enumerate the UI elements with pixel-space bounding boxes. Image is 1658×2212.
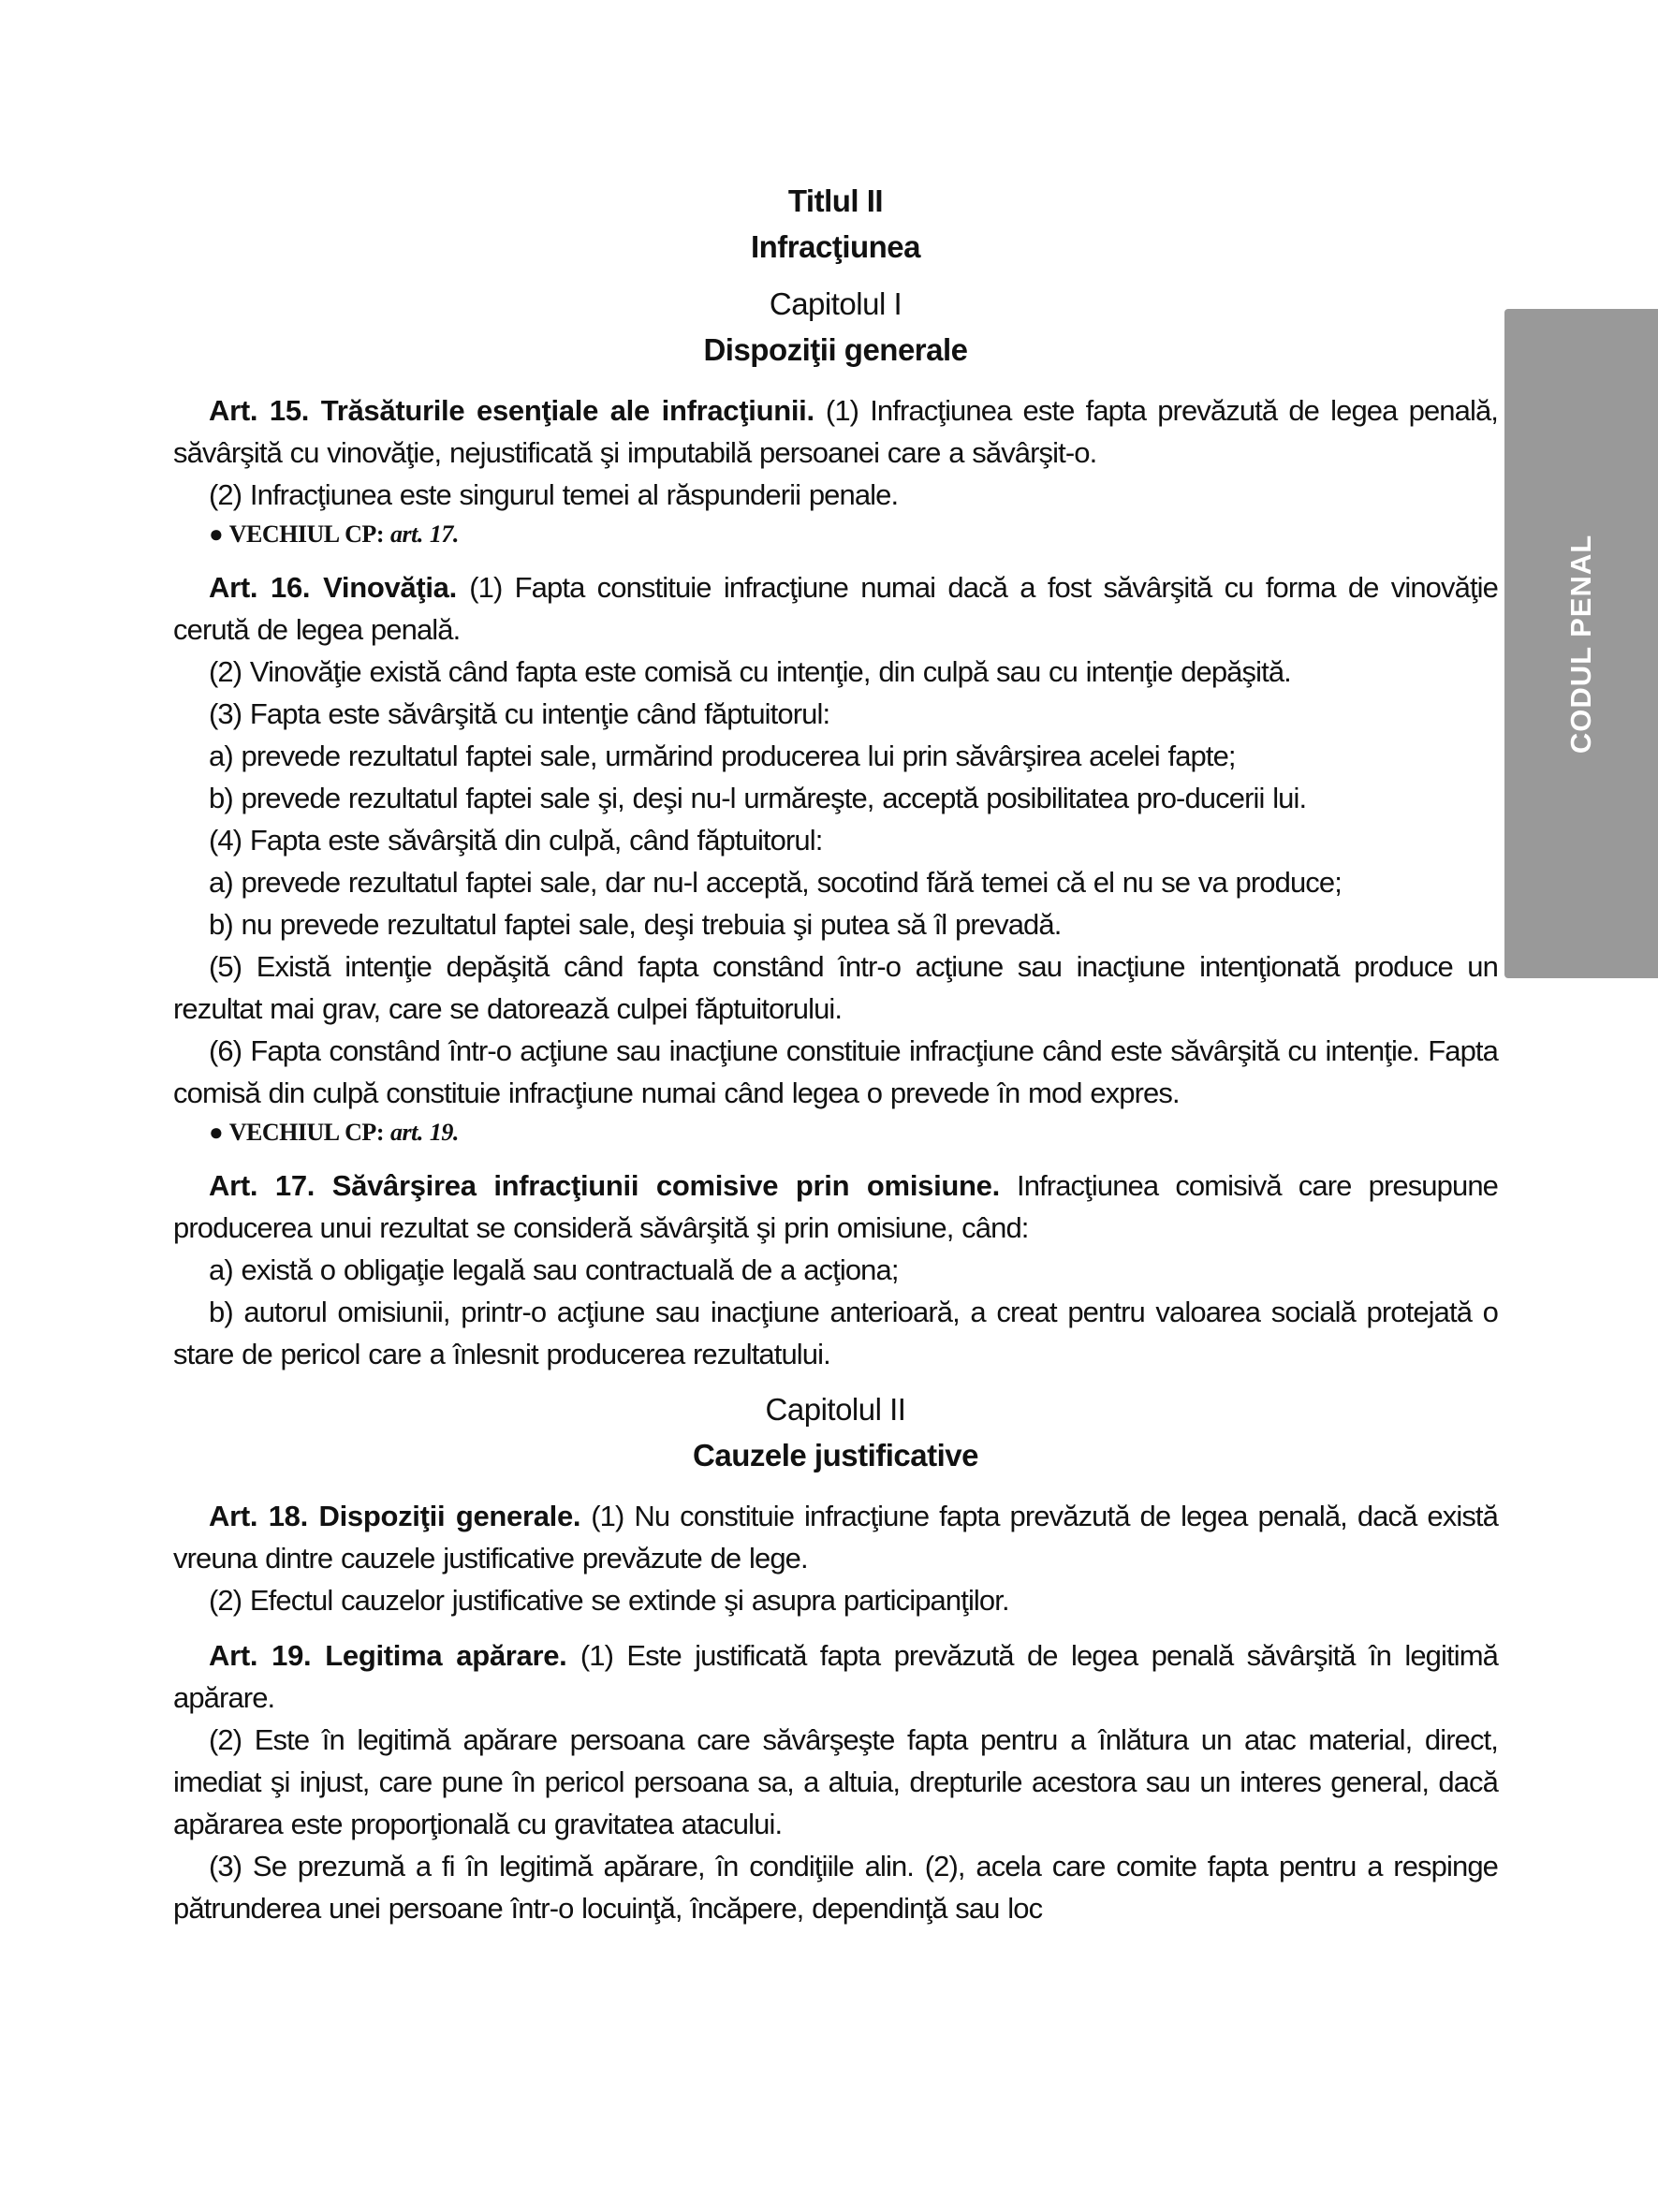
paragraph-text: Infracţiunea comisivă care presupune producerea unui rezultat se consideră săvârşită şi prin omisiune, când: bbox=[173, 1169, 1499, 1244]
article-title: Art. 17. Săvârşirea infracţiunii comisive prin omisiune. bbox=[209, 1169, 1000, 1202]
article-title: Art. 16. Vinovăţia. bbox=[209, 571, 457, 604]
paragraph-text: (3) Se prezumă a fi în legitimă apărare, în condiţiile alin. (2), acela care comite fapta pentru a respinge pătrunderea unei persoane într-o locuinţă, încăpere, dependinţă sau loc bbox=[173, 1850, 1498, 1925]
article-paragraph bbox=[173, 819, 1498, 861]
old-code-article: art. 17. bbox=[389, 520, 459, 548]
article-paragraph bbox=[173, 1495, 1498, 1579]
paragraph-text: (6) Fapta constând într-o acţiune sau inacţiune constituie infracţiune când este săvârşită cu intenţie. Fapta comisă din culpă constituie infracţiune numai când legea o prevede în mod expres. bbox=[173, 1034, 1498, 1109]
old-code-label: ● VECHIUL CP: bbox=[209, 520, 384, 548]
paragraph-text: (2) Vinovăţie există când fapta este comisă cu intenţie, din culpă sau cu intenţie depăşită. bbox=[209, 655, 1291, 688]
article bbox=[173, 1634, 1498, 1929]
article-paragraph bbox=[173, 474, 1498, 516]
paragraph-text: b) autorul omisiunii, printr-o acţiune sau inacţiune anterioară, a creat pentru valoarea socială protejată o stare de pericol care a înlesnit producerea rezultatului. bbox=[173, 1296, 1498, 1370]
paragraph-text: (1) Este justificată fapta prevăzută de legea penală săvârşită în legitimă apărare. bbox=[173, 1639, 1498, 1714]
title-label: Titlul II bbox=[787, 183, 884, 218]
chapter-2-name: Cauzele justificative bbox=[693, 1438, 978, 1472]
old-code-article: art. 19. bbox=[389, 1119, 459, 1146]
article-paragraph bbox=[173, 735, 1498, 777]
article-paragraph bbox=[173, 1249, 1498, 1291]
paragraph-text: (3) Fapta este săvârşită cu intenţie când făptuitorul: bbox=[209, 697, 830, 730]
old-code-label: ● VECHIUL CP: bbox=[209, 1119, 384, 1146]
paragraph-text: (2) Este în legitimă apărare persoana care săvârşeşte fapta pentru a înlătura un atac material, direct, imediat şi injust, care pune în pericol persoana sa, a altuia, drepturile acestora sau un interes general, dacă apărarea este proporţională cu gravitatea atacului. bbox=[173, 1723, 1498, 1840]
article-paragraph bbox=[173, 903, 1498, 945]
section-side-tab bbox=[1504, 309, 1658, 978]
paragraph-text: (5) Există intenţie depăşită când fapta constând într-o acţiune sau inacţiune intenţionată produce un rezultat mai grav, care se datorează culpei făptuitorului. bbox=[173, 950, 1498, 1025]
article-paragraph bbox=[173, 1845, 1498, 1929]
article bbox=[173, 566, 1498, 1151]
old-code-reference bbox=[173, 516, 1498, 553]
article-title: Art. 18. Dispoziţii generale. bbox=[209, 1500, 581, 1532]
page-content bbox=[173, 178, 1498, 1929]
paragraph-text: a) există o obligaţie legală sau contractuală de a acţiona; bbox=[209, 1253, 899, 1286]
article-paragraph bbox=[173, 777, 1498, 819]
article-paragraph bbox=[173, 1634, 1498, 1719]
paragraph-text: a) prevede rezultatul faptei sale, dar nu-l acceptă, socotind fără temei că el nu se va produce; bbox=[209, 866, 1342, 899]
article-paragraph bbox=[173, 389, 1498, 474]
article-paragraph bbox=[173, 1030, 1498, 1114]
article-paragraph bbox=[173, 1291, 1498, 1375]
article-paragraph bbox=[173, 861, 1498, 903]
paragraph-text: (2) Efectul cauzelor justificative se extinde şi asupra participanţilor. bbox=[209, 1584, 1009, 1617]
paragraph-text: (2) Infracţiunea este singurul temei al răspunderii penale. bbox=[209, 478, 899, 511]
chapter-1-name: Dispoziţii generale bbox=[703, 332, 968, 367]
article-paragraph bbox=[173, 566, 1498, 651]
chapter-1-label: Capitolul I bbox=[769, 286, 902, 321]
paragraph-text: (1) Nu constituie infracţiune fapta prevăzută de legea penală, dacă există vreuna dintre cauzele justificative prevăzute de lege. bbox=[173, 1500, 1498, 1575]
paragraph-text: b) nu prevede rezultatul faptei sale, deşi trebuia şi putea să îl prevadă. bbox=[209, 908, 1062, 941]
article bbox=[173, 1165, 1498, 1375]
paragraph-text: (1) Infracţiunea este fapta prevăzută de legea penală, săvârşită cu vinovăţie, nejustificată şi imputabilă persoanei care a săvârşit-o. bbox=[173, 394, 1499, 469]
article-paragraph bbox=[173, 1579, 1498, 1621]
paragraph-text: (4) Fapta este săvârşită din culpă, când făptuitorul: bbox=[209, 824, 823, 857]
title-name: Infracţiunea bbox=[750, 229, 921, 264]
article bbox=[173, 1495, 1498, 1621]
old-code-reference bbox=[173, 1114, 1498, 1151]
article-title: Art. 19. Legitima apărare. bbox=[209, 1639, 567, 1672]
article-paragraph bbox=[173, 1719, 1498, 1845]
paragraph-text: b) prevede rezultatul faptei sale şi, deşi nu-l urmăreşte, acceptă posibilitatea pro-ducerii lui. bbox=[209, 782, 1307, 814]
article-paragraph bbox=[173, 1165, 1498, 1249]
article bbox=[173, 389, 1498, 553]
chapter-2-label: Capitolul II bbox=[765, 1392, 906, 1427]
paragraph-text: a) prevede rezultatul faptei sale, urmărind producerea lui prin săvârşirea acelei fapte; bbox=[209, 740, 1236, 772]
article-paragraph bbox=[173, 945, 1498, 1030]
side-tab-label: CODUL PENAL bbox=[1564, 534, 1597, 754]
paragraph-text: (1) Fapta constituie infracţiune numai dacă a fost săvârşită cu forma de vinovăţie cerută de legea penală. bbox=[173, 571, 1498, 646]
article-paragraph bbox=[173, 651, 1498, 693]
article-paragraph bbox=[173, 693, 1498, 735]
article-title: Art. 15. Trăsăturile esenţiale ale infracţiunii. bbox=[209, 394, 814, 427]
